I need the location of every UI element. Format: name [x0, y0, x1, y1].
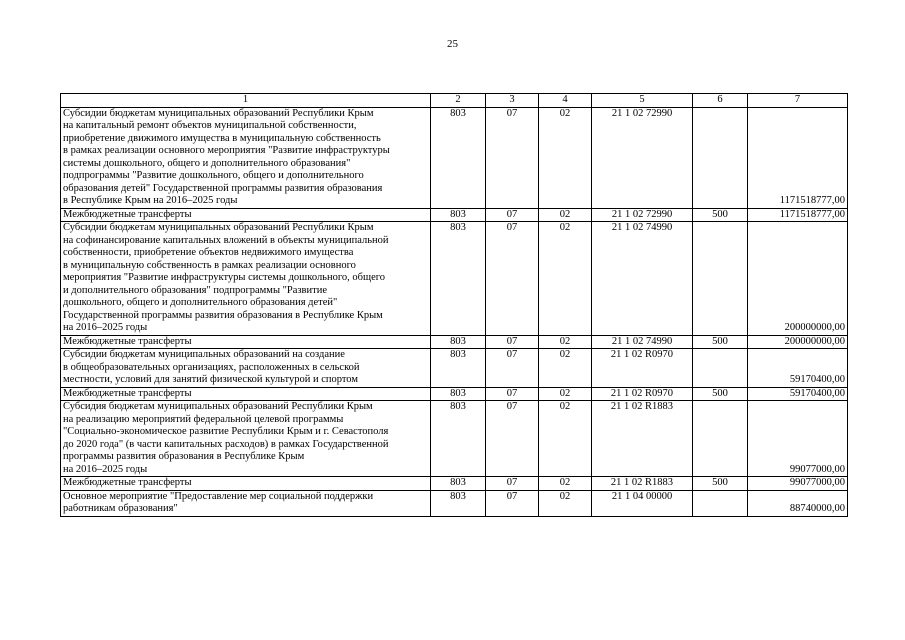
header-cell: 3	[486, 94, 539, 108]
target-article: 21 1 02 72990	[592, 208, 693, 222]
expense-type	[693, 490, 748, 516]
table-row	[61, 208, 848, 222]
ministry-code: 803	[431, 335, 486, 349]
table-row	[61, 107, 848, 208]
ministry-code: 803	[431, 387, 486, 401]
section-code: 07	[486, 349, 539, 388]
section-code: 07	[486, 477, 539, 491]
item-name: Субсидии бюджетам муниципальных образований Республики Крым на софинансирование капитальных вложений в объекты муниципальной собственности, приобретение объектов недвижимого имущества в муниципальную собственность в рамках реализации основного мероприятия "Развитие инфраструктуры системы дошкольного, общего и дополнительного образования" подпрограммы "Развитие дошкольного, общего и дополнительного образования детей" Государственной программы развития образования в Республике Крым на 2016–2025 годы	[61, 222, 431, 336]
header-cell: 7	[748, 94, 848, 108]
expense-type: 500	[693, 335, 748, 349]
table-header-row	[61, 94, 848, 108]
item-name: Субсидии бюджетам муниципальных образований Республики Крым на капитальный ремонт объектов муниципальной собственности, приобретение движимого имущества в муниципальную собственность в рамках реализации основного мероприятия "Развитие инфраструктуры системы дошкольного, общего и дополнительного образования" подпрограммы "Развитие дошкольного, общего и дополнительного образования детей" Государственной программы развития образования в Республике Крым на 2016–2025 годы	[61, 107, 431, 208]
item-name: Основное мероприятие "Предоставление мер социальной поддержки работникам образования"	[61, 490, 431, 516]
header-cell: 1	[61, 94, 431, 108]
target-article: 21 1 02 R1883	[592, 477, 693, 491]
target-article: 21 1 02 74990	[592, 335, 693, 349]
ministry-code: 803	[431, 107, 486, 208]
header-cell: 2	[431, 94, 486, 108]
ministry-code: 803	[431, 477, 486, 491]
expense-type	[693, 401, 748, 477]
subsection-code: 02	[539, 222, 592, 336]
expense-type	[693, 222, 748, 336]
expense-type	[693, 349, 748, 388]
expense-type: 500	[693, 387, 748, 401]
subsection-code: 02	[539, 208, 592, 222]
section-code: 07	[486, 490, 539, 516]
header-cell: 4	[539, 94, 592, 108]
expense-type: 500	[693, 477, 748, 491]
expense-type	[693, 107, 748, 208]
item-name: Субсидия бюджетам муниципальных образований Республики Крым на реализацию мероприятий федеральной целевой программы "Социально-экономическое развитие Республики Крым и г. Севастополя до 2020 года" (в части капитальных расходов) в рамках Государственной программы развития образования в Республике Крым на 2016–2025 годы	[61, 401, 431, 477]
ministry-code: 803	[431, 349, 486, 388]
amount: 200000000,00	[748, 335, 848, 349]
section-code: 07	[486, 387, 539, 401]
subsection-code: 02	[539, 349, 592, 388]
section-code: 07	[486, 401, 539, 477]
subsection-code: 02	[539, 107, 592, 208]
amount: 88740000,00	[748, 490, 848, 516]
target-article: 21 1 02 72990	[592, 107, 693, 208]
item-name: Межбюджетные трансферты	[61, 335, 431, 349]
subsection-code: 02	[539, 477, 592, 491]
ministry-code: 803	[431, 208, 486, 222]
table-row	[61, 349, 848, 388]
table-row	[61, 387, 848, 401]
amount: 200000000,00	[748, 222, 848, 336]
budget-table	[60, 93, 848, 517]
table-row	[61, 490, 848, 516]
target-article: 21 1 02 74990	[592, 222, 693, 336]
page-number: 25	[447, 38, 458, 50]
table-row	[61, 335, 848, 349]
item-name: Межбюджетные трансферты	[61, 208, 431, 222]
subsection-code: 02	[539, 490, 592, 516]
subsection-code: 02	[539, 335, 592, 349]
amount: 99077000,00	[748, 477, 848, 491]
amount: 59170400,00	[748, 387, 848, 401]
subsection-code: 02	[539, 387, 592, 401]
section-code: 07	[486, 208, 539, 222]
subsection-code: 02	[539, 401, 592, 477]
target-article: 21 1 04 00000	[592, 490, 693, 516]
amount: 99077000,00	[748, 401, 848, 477]
item-name: Межбюджетные трансферты	[61, 477, 431, 491]
header-cell: 6	[693, 94, 748, 108]
ministry-code: 803	[431, 490, 486, 516]
expense-type: 500	[693, 208, 748, 222]
header-cell: 5	[592, 94, 693, 108]
table-row	[61, 222, 848, 336]
amount: 59170400,00	[748, 349, 848, 388]
ministry-code: 803	[431, 222, 486, 336]
section-code: 07	[486, 335, 539, 349]
table-row	[61, 401, 848, 477]
section-code: 07	[486, 107, 539, 208]
item-name: Субсидии бюджетам муниципальных образований на создание в общеобразовательных организациях, расположенных в сельской местности, условий для занятий физической культурой и спортом	[61, 349, 431, 388]
section-code: 07	[486, 222, 539, 336]
amount: 1171518777,00	[748, 107, 848, 208]
item-name: Межбюджетные трансферты	[61, 387, 431, 401]
amount: 1171518777,00	[748, 208, 848, 222]
target-article: 21 1 02 R0970	[592, 387, 693, 401]
ministry-code: 803	[431, 401, 486, 477]
target-article: 21 1 02 R0970	[592, 349, 693, 388]
table-row	[61, 477, 848, 491]
target-article: 21 1 02 R1883	[592, 401, 693, 477]
